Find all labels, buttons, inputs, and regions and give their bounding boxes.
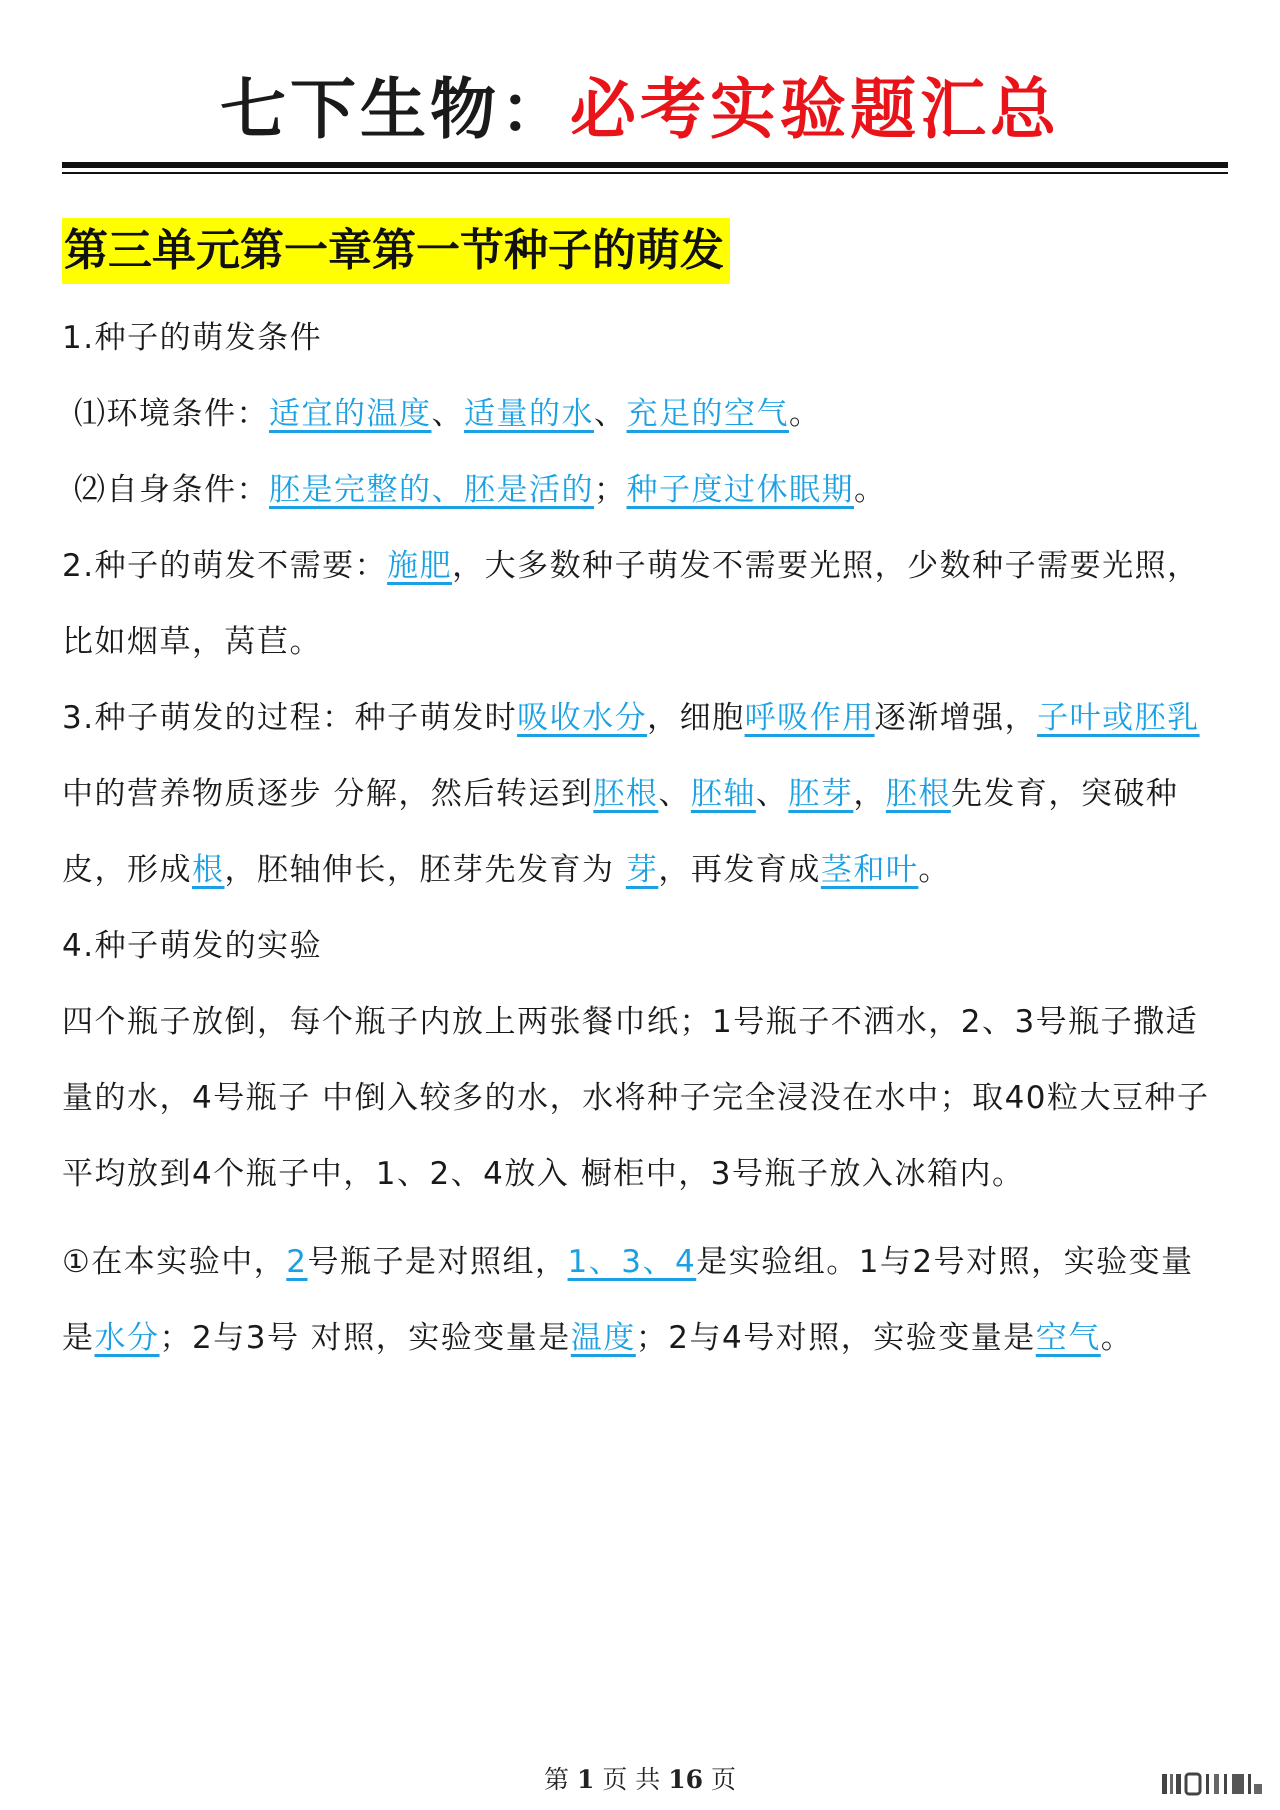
answer-blank: 胚根 [885, 776, 951, 812]
page-number-footer: 第 1 页 共 16 页 [544, 1765, 736, 1794]
title-divider-thin [62, 172, 1228, 174]
answer-blank: 适量的水 [464, 396, 594, 432]
q4-description: 四个瓶子放倒，每个瓶子内放上两张餐巾纸；1号瓶子不洒水，2、3号瓶子撒适量的水，4号瓶子 中倒入较多的水，水将种子完全浸没在水中；取40粒大豆种子平均放到4个瓶子中，1、2、4放入 橱柜中，3号瓶子放入冰箱内。 [62, 1004, 1210, 1192]
answer-blank: 胚是完整的、胚是活的 [269, 472, 594, 508]
answer-blank: 2 [286, 1244, 308, 1280]
answer-blank: 温度 [570, 1320, 636, 1356]
answer-blank: 施肥 [387, 548, 453, 584]
answer-blank: 茎和叶 [820, 852, 919, 888]
q4-point-1: ①在本实验中，2号瓶子是对照组，1、3、4是实验组。1与2号对照，实验变量是水分；2与3号 对照，实验变量是温度；2与4号对照，实验变量是空气。 [62, 1244, 1194, 1356]
answer-blank: 呼吸作用 [744, 700, 875, 736]
answer-blank: 子叶或胚乳 [1037, 700, 1200, 736]
q4-title: 4.种子萌发的实验 [62, 928, 323, 964]
total-pages: 16 [668, 1765, 704, 1794]
q2-paragraph: 2.种子的萌发不需要：施肥，大多数种子萌发不需要光照，少数种子需要光照，比如烟草，莴苣。 [62, 548, 1200, 660]
answer-blank: 种子度过休眠期 [626, 472, 854, 508]
title-black: 七下生物： [220, 71, 570, 148]
answer-blank: 吸收水分 [517, 700, 648, 736]
answer-blank: 水分 [94, 1320, 160, 1356]
title-red: 必考实验题汇总 [570, 71, 1060, 148]
watermark-icon [1160, 1770, 1264, 1798]
document-body [62, 300, 1212, 1376]
q1-self-line: ⑵自身条件：胚是完整的、胚是活的；种子度过休眠期。 [74, 472, 887, 508]
q3-paragraph: 3.种子萌发的过程：种子萌发时吸收水分，细胞呼吸作用逐渐增强，子叶或胚乳中的营养物质逐步 分解，然后转运到胚根、胚轴、胚芽，胚根先发育，突破种皮，形成根，胚轴伸长，胚芽先发育为 芽，再发育成茎和叶。 [62, 700, 1200, 888]
q1-env-line: ⑴环境条件：适宜的温度、适量的水、充足的空气。 [74, 396, 822, 432]
answer-blank: 胚轴 [690, 776, 756, 812]
q1-title: 1.种子的萌发条件 [62, 320, 323, 356]
answer-blank: 胚芽 [788, 776, 854, 812]
answer-blank: 1、3、4 [567, 1244, 697, 1280]
answer-blank: 芽 [625, 852, 659, 888]
answer-blank: 根 [192, 852, 225, 888]
page-title [0, 70, 1280, 150]
section-heading: 第三单元第一章第一节种子的萌发 [62, 218, 730, 284]
title-divider [62, 162, 1228, 168]
answer-blank: 充足的空气 [626, 396, 789, 432]
answer-blank: 适宜的温度 [269, 396, 432, 432]
answer-blank: 胚根 [593, 776, 659, 812]
current-page: 1 [576, 1765, 595, 1794]
answer-blank: 空气 [1035, 1320, 1101, 1356]
